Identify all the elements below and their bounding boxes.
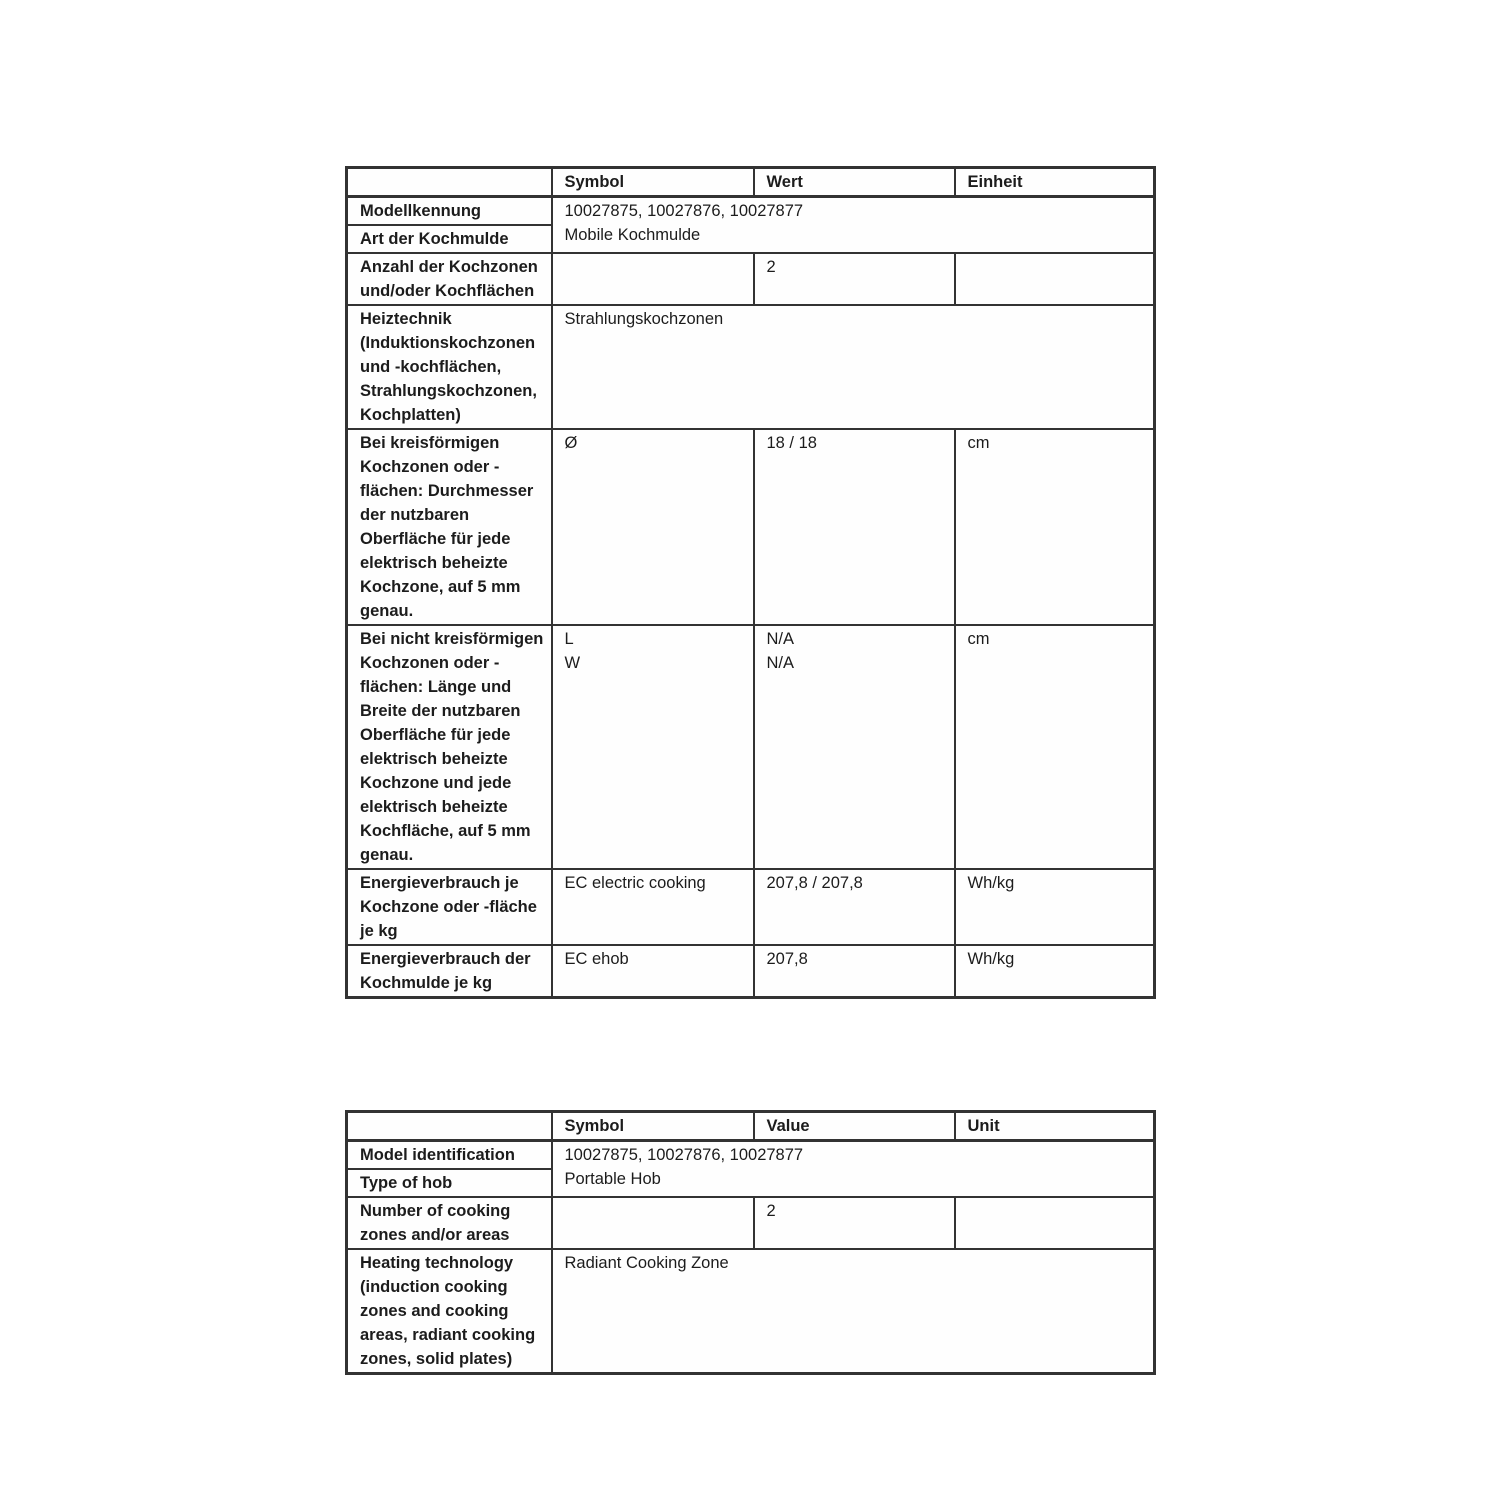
row-label-modellkennung: Modellkennung xyxy=(347,197,552,226)
table-row xyxy=(347,869,1155,945)
symbol-cell xyxy=(552,625,754,869)
header-unit: Unit xyxy=(955,1112,1155,1141)
value-cell: 207,8 / 207,8 xyxy=(754,869,955,945)
row-label-nicht-kreisfoermig: Bei nicht kreisförmigen Kochzonen oder - flächen: Länge und Breite der nutzbaren Oberfläche für jede elektrisch beheizte Kochzone und jede elektrisch beheizte Kochfläche, auf 5 mm genau. xyxy=(347,625,552,869)
hob-type-value: Portable Hob xyxy=(564,1170,661,1188)
heating-value-cell: Radiant Cooking Zone xyxy=(552,1249,1155,1374)
row-label-energie-kochmulde: Energieverbrauch der Kochmulde je kg xyxy=(347,945,552,998)
value-cell: 18 / 18 xyxy=(754,429,955,625)
table-row xyxy=(347,305,1155,429)
model-ids-value: 10027875, 10027876, 10027877 xyxy=(564,1146,804,1164)
header-wert: Wert xyxy=(754,168,955,197)
symbol-cell: EC electric cooking xyxy=(552,869,754,945)
table-row xyxy=(347,253,1155,305)
header-symbol: Symbol xyxy=(552,168,754,197)
unit-cell xyxy=(955,1197,1155,1249)
unit-cell: Wh/kg xyxy=(955,945,1155,998)
value-cell xyxy=(754,625,955,869)
header-symbol: Symbol xyxy=(552,1112,754,1141)
row-label-heiztechnik: Heiztechnik (Induktionskochzonen und -kochflächen, Strahlungskochzonen, Kochplatten) xyxy=(347,305,552,429)
row-label-kreisfoermig: Bei kreisförmigen Kochzonen oder - flächen: Durchmesser der nutzbaren Oberfläche für jede elektrisch beheizte Kochzone, auf 5 mm genau. xyxy=(347,429,552,625)
value-cell: 2 xyxy=(754,1197,955,1249)
header-empty-cell xyxy=(347,168,552,197)
symbol-cell: EC ehob xyxy=(552,945,754,998)
symbol-cell xyxy=(552,253,754,305)
table-row xyxy=(347,945,1155,998)
heating-value-cell: Strahlungskochzonen xyxy=(552,305,1155,429)
value-cell: 207,8 xyxy=(754,945,955,998)
row-label-art-der-kochmulde: Art der Kochmulde xyxy=(347,225,552,253)
value-length: N/A xyxy=(766,630,795,648)
hob-type-value: Mobile Kochmulde xyxy=(564,226,701,244)
english-spec-table xyxy=(345,1110,1156,1375)
header-value: Value xyxy=(754,1112,955,1141)
table-row xyxy=(347,1249,1155,1374)
table-row xyxy=(347,429,1155,625)
symbol-cell: Ø xyxy=(552,429,754,625)
row-label-energie-je-kochzone: Energieverbrauch je Kochzone oder -fläche je kg xyxy=(347,869,552,945)
table-row xyxy=(347,1141,1155,1170)
header-einheit: Einheit xyxy=(955,168,1155,197)
table-row xyxy=(347,1197,1155,1249)
header-empty-cell xyxy=(347,1112,552,1141)
model-and-type-value-cell xyxy=(552,1141,1155,1198)
table-header-row xyxy=(347,168,1155,197)
row-label-number-of-zones: Number of cooking zones and/or areas xyxy=(347,1197,552,1249)
model-and-type-value-cell xyxy=(552,197,1155,254)
table-row xyxy=(347,197,1155,226)
model-ids-value: 10027875, 10027876, 10027877 xyxy=(564,202,804,220)
symbol-length: L xyxy=(564,630,574,648)
row-label-heating-technology: Heating technology (induction cooking zones and cooking areas, radiant cooking zones, solid plates) xyxy=(347,1249,552,1374)
unit-cell: cm xyxy=(955,625,1155,869)
unit-cell xyxy=(955,253,1155,305)
symbol-width: W xyxy=(564,654,581,672)
symbol-cell xyxy=(552,1197,754,1249)
row-label-anzahl-kochzonen: Anzahl der Kochzonen und/oder Kochflächen xyxy=(347,253,552,305)
row-label-type-of-hob: Type of hob xyxy=(347,1169,552,1197)
row-label-model-identification: Model identification xyxy=(347,1141,552,1170)
value-cell: 2 xyxy=(754,253,955,305)
table-header-row xyxy=(347,1112,1155,1141)
german-spec-table xyxy=(345,166,1156,999)
table-row xyxy=(347,625,1155,869)
unit-cell: Wh/kg xyxy=(955,869,1155,945)
value-width: N/A xyxy=(766,654,795,672)
unit-cell: cm xyxy=(955,429,1155,625)
